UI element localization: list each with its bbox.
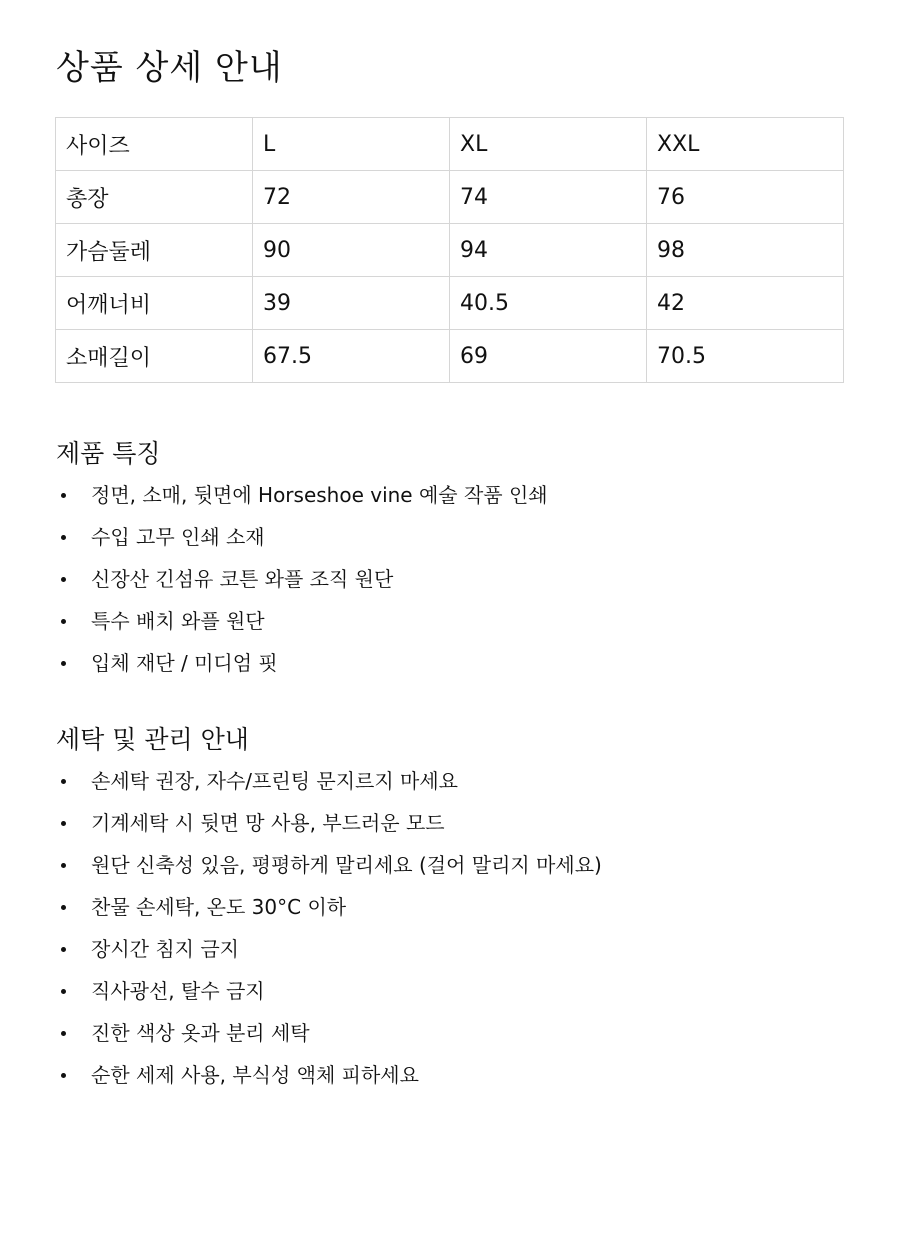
table-cell: 70.5 [647,330,844,383]
list-item-text: 직사광선, 탈수 금지 [91,979,265,1003]
list-item [56,928,602,970]
table-cell: XXL [647,118,844,171]
list-item [56,886,602,928]
table-row [56,171,844,224]
bullet-icon [61,661,66,666]
table-cell: 90 [253,224,450,277]
list-item-text: 진한 색상 옷과 분리 세탁 [91,1021,310,1045]
features-heading: 제품 특징 [56,439,161,468]
list-item [56,1012,602,1054]
care-heading: 세탁 및 관리 안내 [56,725,249,754]
table-cell: 총장 [56,171,253,224]
table-cell: 39 [253,277,450,330]
table-cell: 72 [253,171,450,224]
size-table [55,117,844,383]
table-cell: 가슴둘레 [56,224,253,277]
table-cell: 74 [450,171,647,224]
table-cell: 어깨너비 [56,277,253,330]
list-item [56,600,548,642]
list-item [56,1054,602,1096]
bullet-icon [61,535,66,540]
table-row [56,330,844,383]
table-cell: 42 [647,277,844,330]
bullet-icon [61,1073,66,1078]
list-item [56,802,602,844]
bullet-icon [61,577,66,582]
bullet-icon [61,779,66,784]
list-item-text: 손세탁 권장, 자수/프린팅 문지르지 마세요 [91,769,458,793]
bullet-icon [61,863,66,868]
list-item [56,516,548,558]
list-item-text: 수입 고무 인쇄 소재 [91,525,265,549]
bullet-icon [61,821,66,826]
table-cell: 94 [450,224,647,277]
table-row [56,277,844,330]
bullet-icon [61,493,66,498]
list-item-text: 찬물 손세탁, 온도 30°C 이하 [91,895,347,919]
list-item [56,474,548,516]
list-item-text: 기계세탁 시 뒷면 망 사용, 부드러운 모드 [91,811,445,835]
table-cell: 76 [647,171,844,224]
table-cell: 69 [450,330,647,383]
table-cell: 98 [647,224,844,277]
list-item [56,844,602,886]
table-row [56,118,844,171]
table-cell: 소매길이 [56,330,253,383]
table-cell: 40.5 [450,277,647,330]
table-cell: 67.5 [253,330,450,383]
features-list [56,474,548,684]
list-item-text: 특수 배치 와플 원단 [91,609,265,633]
list-item-text: 원단 신축성 있음, 평평하게 말리세요 (걸어 말리지 마세요) [91,853,602,877]
table-row [56,224,844,277]
list-item-text: 장시간 침지 금지 [91,937,239,961]
list-item-text: 신장산 긴섬유 코튼 와플 조직 원단 [91,567,394,591]
list-item [56,970,602,1012]
list-item [56,642,548,684]
care-list [56,760,602,1096]
bullet-icon [61,905,66,910]
bullet-icon [61,619,66,624]
bullet-icon [61,989,66,994]
list-item [56,760,602,802]
table-cell: 사이즈 [56,118,253,171]
list-item-text: 입체 재단 / 미디엄 핏 [91,651,278,675]
page-title: 상품 상세 안내 [56,48,283,88]
bullet-icon [61,947,66,952]
list-item-text: 정면, 소매, 뒷면에 Horseshoe vine 예술 작품 인쇄 [91,483,548,507]
table-cell: XL [450,118,647,171]
list-item [56,558,548,600]
bullet-icon [61,1031,66,1036]
list-item-text: 순한 세제 사용, 부식성 액체 피하세요 [91,1063,419,1087]
table-cell: L [253,118,450,171]
